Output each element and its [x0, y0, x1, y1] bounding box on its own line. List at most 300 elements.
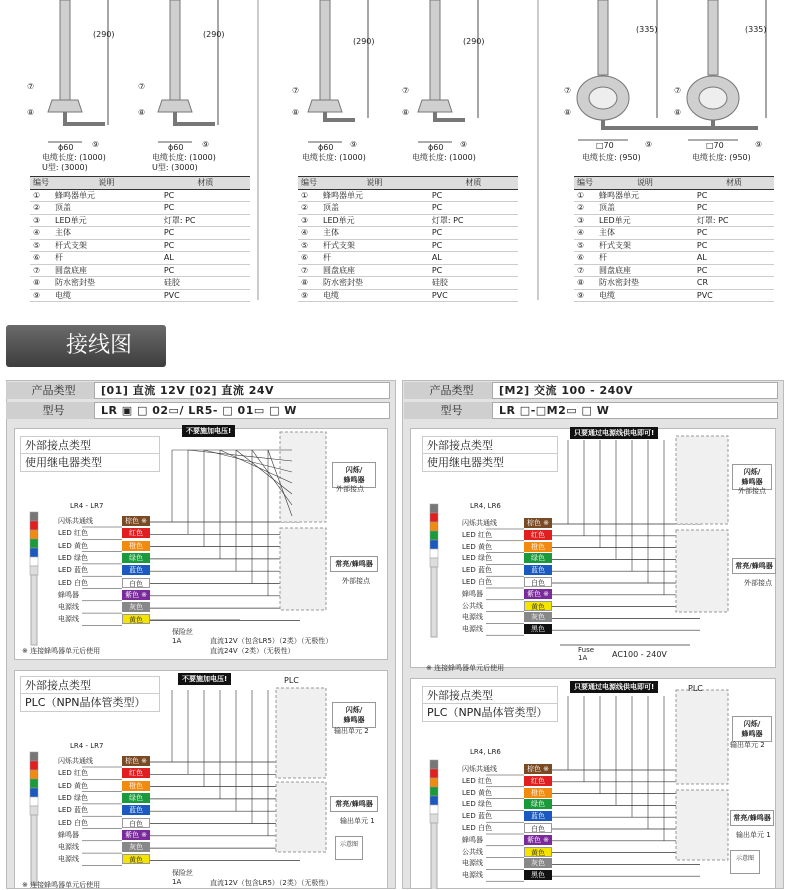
- wire-label: LED 黄色: [58, 781, 88, 790]
- wire-color-chip: 黄色: [122, 854, 150, 864]
- right-product-type: [M2] 交流 100 - 240V: [492, 382, 778, 399]
- right-plc-model: LR4, LR6: [470, 748, 501, 756]
- table-cell: ②: [30, 202, 52, 215]
- tower-segment: [30, 788, 38, 797]
- dim-height-1: (290): [93, 30, 115, 39]
- wire-label: 蜂鸣器: [462, 835, 483, 844]
- table-header-1: 说明: [52, 177, 161, 190]
- contact-frame: [676, 790, 728, 860]
- tower-segment: [430, 760, 438, 769]
- right-relay-note: ※ 连接蜂鸣器单元后使用: [426, 664, 505, 672]
- table-header-2: 材质: [429, 177, 518, 190]
- wire-label: LED 黄色: [58, 541, 88, 550]
- table-cell: AL: [694, 252, 774, 265]
- table-cell: PC: [429, 202, 518, 215]
- tower-segment: [30, 521, 38, 530]
- table-cell: PC: [161, 189, 250, 202]
- right-plc-example: 示意图: [730, 850, 760, 874]
- callout-9: ⑨: [92, 140, 100, 149]
- wire-color-chip: 白色: [122, 818, 150, 828]
- tower-segment: [430, 814, 438, 823]
- cable-len-3: 电缆长度: (1000): [302, 153, 366, 162]
- right-relay-normal-label: 常亮/蜂鸣器: [732, 558, 776, 574]
- table-cell: 杆式支架: [52, 239, 161, 252]
- callout-9f: ⑨: [755, 140, 763, 149]
- wire-color-chip: 灰色: [524, 612, 552, 622]
- section-title: 接线图: [6, 325, 166, 367]
- wire-label: 电源线: [462, 625, 483, 634]
- right-relay-type: [422, 436, 558, 472]
- wire-label: LED 绿色: [462, 554, 492, 563]
- table-cell: ⑦: [298, 264, 320, 277]
- table-cell: LED单元: [596, 214, 694, 227]
- left-plc-flash-label: 闪烁/ 蜂鸣器: [332, 702, 376, 728]
- wire-color-chip: 紫色 ※: [524, 589, 552, 599]
- table-cell: ⑨: [30, 289, 52, 302]
- right-model-label: 型号: [404, 402, 499, 419]
- contact-frame: [276, 688, 326, 778]
- wire-color-chip: 蓝色: [524, 565, 552, 575]
- left-dc-label: 直流12V（包含LR5）（2类）（无极性） 直流24V（2类）（无极性）: [210, 637, 333, 655]
- left-fuse: 保险丝 1A: [172, 628, 193, 645]
- wire-label: 电源线: [58, 843, 79, 852]
- left-plc-fuse: 保险丝 1A: [172, 869, 193, 886]
- tower-segment: [30, 530, 38, 539]
- right-plc-type-sub: PLC（NPN晶体管类型）: [427, 706, 548, 719]
- callout-7f: ⑦: [674, 86, 682, 95]
- left-relay-type-sub: 使用继电器类型: [25, 456, 102, 469]
- tower-segment: [30, 797, 38, 806]
- table-cell: ⑨: [298, 289, 320, 302]
- table-cell: ④: [298, 227, 320, 240]
- table-cell: ⑧: [298, 277, 320, 290]
- left-plc-normal-label: 常亮/蜂鸣器: [330, 796, 378, 812]
- right-relay-flash-label: 闪烁/ 蜂鸣器: [732, 464, 772, 490]
- tower-segment: [430, 522, 438, 531]
- table-cell: ⑦: [30, 264, 52, 277]
- table-cell: ④: [574, 227, 596, 240]
- table-header-0: 编号: [30, 177, 52, 190]
- table-header-1: 说明: [596, 177, 694, 190]
- table-cell: ①: [574, 189, 596, 202]
- table-cell: 防水密封垫: [52, 277, 161, 290]
- wire-label: 电源线: [58, 855, 79, 864]
- table-cell: ⑨: [574, 289, 596, 302]
- phi-5: □70: [596, 141, 614, 150]
- wire-color-chip: 灰色: [122, 602, 150, 612]
- wire-color-chip: 棕色 ※: [524, 764, 552, 774]
- wire-label: 蜂鸣器: [58, 830, 79, 839]
- wire-color-chip: 白色: [524, 823, 552, 833]
- wire-label: 电源线: [462, 859, 483, 868]
- tower-segment: [430, 778, 438, 787]
- table-cell: 电缆: [52, 289, 161, 302]
- callout-8b: ⑧: [138, 108, 146, 117]
- right-product-type-label: 产品类型: [404, 382, 499, 399]
- left-relay-type: [20, 436, 160, 472]
- right-plc-normal-sub: 输出单元 1: [736, 831, 771, 839]
- tower-pole: [431, 823, 437, 889]
- table-cell: 蜂鸣器单元: [320, 189, 429, 202]
- wire-label: 公共线: [462, 847, 483, 856]
- wire-label: LED 蓝色: [462, 812, 492, 821]
- wire-color-chip: 棕色 ※: [122, 756, 150, 766]
- wire-color-chip: 橙色: [524, 788, 552, 798]
- tower-segment: [430, 805, 438, 814]
- wire-color-chip: 紫色 ※: [524, 835, 552, 845]
- wire-label: LED 蓝色: [58, 806, 88, 815]
- wire-color-chip: 橙色: [122, 781, 150, 791]
- tower-pole: [431, 567, 437, 637]
- callout-8c: ⑧: [292, 108, 300, 117]
- wire-color-chip: 橙色: [524, 542, 552, 552]
- contact-frame: [676, 530, 728, 612]
- table-cell: 主体: [320, 227, 429, 240]
- table-cell: ⑥: [30, 252, 52, 265]
- left-plc-type-title: 外部接点类型: [21, 677, 159, 694]
- left-relay-flash-label: 闪烁/ 蜂鸣器: [332, 462, 376, 488]
- table-cell: ①: [30, 189, 52, 202]
- wire-color-chip: 红色: [524, 530, 552, 540]
- tower-segment: [430, 558, 438, 567]
- callout-9e: ⑨: [645, 140, 653, 149]
- wire-color-chip: 棕色 ※: [524, 518, 552, 528]
- cable-len-2: 电缆长度: (1000): [152, 153, 216, 162]
- wire-label: LED 白色: [58, 578, 88, 587]
- table-cell: ④: [30, 227, 52, 240]
- table-cell: 蜂鸣器单元: [52, 189, 161, 202]
- table-cell: 杆式支架: [320, 239, 429, 252]
- tower-segment: [430, 549, 438, 558]
- wire-color-chip: 红色: [122, 528, 150, 538]
- left-plc-label: PLC: [284, 676, 299, 685]
- table-cell: ⑦: [574, 264, 596, 277]
- right-relay-flash-sub: 外部接点: [738, 487, 766, 495]
- wire-color-chip: 绿色: [122, 553, 150, 563]
- tower-segment: [430, 531, 438, 540]
- table-cell: ⑥: [574, 252, 596, 265]
- contact-frame: [280, 528, 326, 610]
- wire-color-chip: 绿色: [524, 799, 552, 809]
- wire-color-chip: 紫色 ※: [122, 830, 150, 840]
- table-cell: ⑤: [30, 239, 52, 252]
- wire-label: LED 白色: [58, 818, 88, 827]
- tower-segment: [30, 779, 38, 788]
- table-cell: 防水密封垫: [320, 277, 429, 290]
- table-cell: ⑤: [298, 239, 320, 252]
- right-plc-flash-label: 闪烁/ 蜂鸣器: [732, 716, 772, 742]
- wire-label: 电源线: [462, 613, 483, 622]
- table-cell: ⑥: [298, 252, 320, 265]
- right-fuse: Fuse 1A: [578, 646, 595, 662]
- table-cell: 电缆: [596, 289, 694, 302]
- dim-height-5: (335): [636, 25, 658, 34]
- table-cell: ①: [298, 189, 320, 202]
- table-cell: ②: [574, 202, 596, 215]
- right-relay-warning: 只要通过电源线供电即可!: [570, 427, 658, 439]
- tower-segment: [430, 796, 438, 805]
- right-relay-normal-sub: 外部接点: [744, 579, 772, 587]
- table-cell: PC: [694, 239, 774, 252]
- wire-label: LED 绿色: [58, 793, 88, 802]
- wire-label: 蜂鸣器: [58, 590, 79, 599]
- table-cell: 主体: [596, 227, 694, 240]
- table-header-1: 说明: [320, 177, 429, 190]
- left-plc-model: LR4 - LR7: [70, 742, 104, 750]
- left-plc-type-sub: PLC（NPN晶体管类型）: [25, 696, 146, 709]
- wire-label: LED 白色: [462, 578, 492, 586]
- wire-color-chip: 红色: [524, 776, 552, 786]
- wire-label: 闪烁共通线: [462, 765, 497, 773]
- left-plc-note: ※ 连接蜂鸣器单元后使用: [22, 881, 101, 889]
- table-cell: PC: [161, 227, 250, 240]
- dim-height-4: (290): [463, 37, 485, 46]
- wire-label: 电源线: [462, 871, 483, 880]
- table-cell: PC: [429, 227, 518, 240]
- table-cell: 顶盖: [596, 202, 694, 215]
- wire-label: LED 红色: [462, 776, 492, 785]
- callout-7c: ⑦: [292, 86, 300, 95]
- wire-color-chip: 灰色: [524, 858, 552, 868]
- dim-height-3: (290): [353, 37, 375, 46]
- table-cell: 杆: [320, 252, 429, 265]
- right-plc-warning: 只要通过电源线供电即可!: [570, 681, 658, 693]
- left-product-type: [01] 直流 12V [02] 直流 24V: [94, 382, 390, 399]
- callout-7d: ⑦: [402, 86, 410, 95]
- callout-7e: ⑦: [564, 86, 572, 95]
- phi-1: ϕ60: [58, 143, 74, 152]
- left-model-label: 型号: [6, 402, 101, 419]
- wire-label: 公共线: [462, 601, 483, 610]
- left-relay-type-title: 外部接点类型: [21, 437, 159, 454]
- table-cell: 硅胶: [161, 277, 250, 290]
- table-cell: 电缆: [320, 289, 429, 302]
- table-header-0: 编号: [574, 177, 596, 190]
- left-relay-flash-sub: 外部接点: [336, 485, 364, 493]
- table-cell: PC: [161, 239, 250, 252]
- table-cell: 杆: [596, 252, 694, 265]
- table-cell: PC: [694, 227, 774, 240]
- wire-color-chip: 黄色: [122, 614, 150, 624]
- contact-frame: [276, 782, 326, 852]
- tower-segment: [430, 540, 438, 549]
- table-header-0: 编号: [298, 177, 320, 190]
- wire-color-chip: 灰色: [122, 842, 150, 852]
- table-cell: ③: [30, 214, 52, 227]
- left-product-type-label: 产品类型: [6, 382, 101, 399]
- callout-7: ⑦: [27, 82, 35, 91]
- wire-label: 电源线: [58, 615, 79, 624]
- table-header-2: 材质: [161, 177, 250, 190]
- left-relay-model: LR4 - LR7: [70, 502, 104, 510]
- wire-color-chip: 蓝色: [122, 565, 150, 575]
- table-cell: PC: [694, 189, 774, 202]
- table-cell: LED单元: [320, 214, 429, 227]
- wire-color-chip: 紫色 ※: [122, 590, 150, 600]
- table-cell: 杆: [52, 252, 161, 265]
- table-cell: PVC: [429, 289, 518, 302]
- table-cell: 主体: [52, 227, 161, 240]
- phi-3: ϕ60: [318, 143, 334, 152]
- u-len-2: U型: (3000): [152, 163, 198, 172]
- callout-7b: ⑦: [138, 82, 146, 91]
- wire-color-chip: 蓝色: [122, 805, 150, 815]
- table-header-2: 材质: [694, 177, 774, 190]
- left-plc-warning: 不要施加电压!: [178, 673, 231, 685]
- wire-color-chip: 白色: [524, 577, 552, 587]
- table-cell: 圆盘底座: [596, 264, 694, 277]
- right-ac-label: AC100 - 240V: [612, 650, 667, 659]
- table-cell: 灯罩: PC: [694, 214, 774, 227]
- right-relay-type-sub: 使用继电器类型: [427, 456, 504, 469]
- wire-label: LED 蓝色: [462, 566, 492, 575]
- table-cell: 硅胶: [429, 277, 518, 290]
- wire-color-chip: 黄色: [524, 601, 552, 611]
- table-cell: ⑧: [30, 277, 52, 290]
- wire-label: 闪烁共通线: [58, 757, 93, 765]
- dim-height-2: (290): [203, 30, 225, 39]
- left-relay-normal-label: 常亮/蜂鸣器: [330, 556, 378, 572]
- wire-label: LED 蓝色: [58, 566, 88, 575]
- table-cell: AL: [161, 252, 250, 265]
- left-model: LR ▣ □ 02▭/ LR5- □ 01▭ □ W: [94, 402, 390, 419]
- u-len-1: U型: (3000): [42, 163, 88, 172]
- wire-label: LED 红色: [58, 769, 88, 778]
- left-plc-dc-label: 直流12V（包含LR5）（2类）（无极性）: [210, 879, 333, 887]
- table-cell: ⑧: [574, 277, 596, 290]
- table-cell: PC: [694, 202, 774, 215]
- wire-color-chip: 黄色: [524, 847, 552, 857]
- tower-segment: [30, 770, 38, 779]
- wire-label: LED 绿色: [462, 800, 492, 809]
- table-cell: 灯罩: PC: [429, 214, 518, 227]
- table-cell: PVC: [161, 289, 250, 302]
- phi-6: □70: [706, 141, 724, 150]
- wire-color-chip: 白色: [122, 578, 150, 588]
- tower-segment: [30, 752, 38, 761]
- wire-color-chip: 橙色: [122, 541, 150, 551]
- table-cell: PC: [161, 264, 250, 277]
- right-plc-normal-label: 常亮/蜂鸣器: [730, 810, 774, 826]
- cable-len-4: 电缆长度: (1000): [412, 153, 476, 162]
- tower-segment: [430, 504, 438, 513]
- tower-segment: [30, 512, 38, 521]
- wire-label: 蜂鸣器: [462, 589, 483, 598]
- left-relay-normal-sub: 外部接点: [342, 577, 370, 585]
- tower-segment: [430, 769, 438, 778]
- tower-segment: [430, 787, 438, 796]
- tower-segment: [30, 806, 38, 815]
- right-relay-model: LR4, LR6: [470, 502, 501, 510]
- wire-color-chip: 绿色: [524, 553, 552, 563]
- tower-segment: [430, 513, 438, 522]
- callout-9d: ⑨: [460, 140, 468, 149]
- left-plc-type: [20, 676, 160, 712]
- right-plc-type-title: 外部接点类型: [423, 687, 557, 704]
- table-cell: PVC: [694, 289, 774, 302]
- left-plc-normal-sub: 输出单元 1: [340, 817, 375, 825]
- table-cell: ②: [298, 202, 320, 215]
- wire-color-chip: 黑色: [524, 870, 552, 880]
- table-cell: ③: [574, 214, 596, 227]
- table-cell: AL: [429, 252, 518, 265]
- phi-4: ϕ60: [428, 143, 444, 152]
- contact-frame: [676, 436, 728, 524]
- tower-segment: [30, 557, 38, 566]
- callout-8f: ⑧: [674, 108, 682, 117]
- table-cell: ③: [298, 214, 320, 227]
- cable-len-1: 电缆长度: (1000): [42, 153, 106, 162]
- table-cell: 顶盖: [52, 202, 161, 215]
- left-relay-warning: 不要施加电压!: [182, 425, 235, 437]
- left-plc-flash-sub: 输出单元 2: [334, 727, 369, 735]
- wire-color-chip: 绿色: [122, 793, 150, 803]
- wire-color-chip: 棕色 ※: [122, 516, 150, 526]
- table-cell: PC: [429, 264, 518, 277]
- wire-label: LED 红色: [58, 529, 88, 538]
- wire-line: [204, 450, 292, 472]
- right-plc-flash-sub: 输出单元 2: [730, 741, 765, 749]
- wire-label: 闪烁共通线: [462, 519, 497, 527]
- right-model: LR □-□M2▭ □ W: [492, 402, 778, 419]
- table-cell: PC: [429, 239, 518, 252]
- callout-8d: ⑧: [402, 108, 410, 117]
- table-cell: PC: [161, 202, 250, 215]
- table-cell: PC: [429, 189, 518, 202]
- tower-pole: [31, 815, 37, 885]
- callout-9c: ⑨: [350, 140, 358, 149]
- phi-2: ϕ60: [168, 143, 184, 152]
- wire-color-chip: 红色: [122, 768, 150, 778]
- contact-frame: [676, 690, 728, 784]
- left-relay-note: ※ 连接蜂鸣器单元后使用: [22, 647, 101, 655]
- table-cell: 圆盘底座: [320, 264, 429, 277]
- tower-segment: [30, 539, 38, 548]
- table-cell: CR: [694, 277, 774, 290]
- tower-segment: [30, 761, 38, 770]
- wire-label: LED 黄色: [462, 542, 492, 551]
- cable-len-6: 电缆长度: (950): [692, 153, 751, 162]
- callout-8: ⑧: [27, 108, 35, 117]
- wire-color-chip: 蓝色: [524, 811, 552, 821]
- wire-label: LED 绿色: [58, 553, 88, 562]
- wire-label: LED 红色: [462, 530, 492, 539]
- wire-label: LED 白色: [462, 824, 492, 832]
- table-cell: 杆式支架: [596, 239, 694, 252]
- table-cell: 防水密封垫: [596, 277, 694, 290]
- left-plc-example: 示意图: [335, 836, 363, 860]
- wire-label: 闪烁共通线: [58, 517, 93, 525]
- table-cell: PC: [694, 264, 774, 277]
- wire-color-chip: 黑色: [524, 624, 552, 634]
- wire-label: 电源线: [58, 603, 79, 612]
- table-cell: 圆盘底座: [52, 264, 161, 277]
- table-cell: 灯罩: PC: [161, 214, 250, 227]
- cable-len-5: 电缆长度: (950): [582, 153, 641, 162]
- table-cell: ⑤: [574, 239, 596, 252]
- tower-segment: [30, 548, 38, 557]
- tower-pole: [31, 575, 37, 645]
- contact-frame: [280, 432, 326, 522]
- table-cell: 蜂鸣器单元: [596, 189, 694, 202]
- table-cell: LED单元: [52, 214, 161, 227]
- tower-segment: [30, 566, 38, 575]
- callout-8e: ⑧: [564, 108, 572, 117]
- dim-height-6: (335): [745, 25, 767, 34]
- wire-label: LED 黄色: [462, 788, 492, 797]
- right-plc-label: PLC: [688, 684, 703, 693]
- right-relay-type-title: 外部接点类型: [423, 437, 557, 454]
